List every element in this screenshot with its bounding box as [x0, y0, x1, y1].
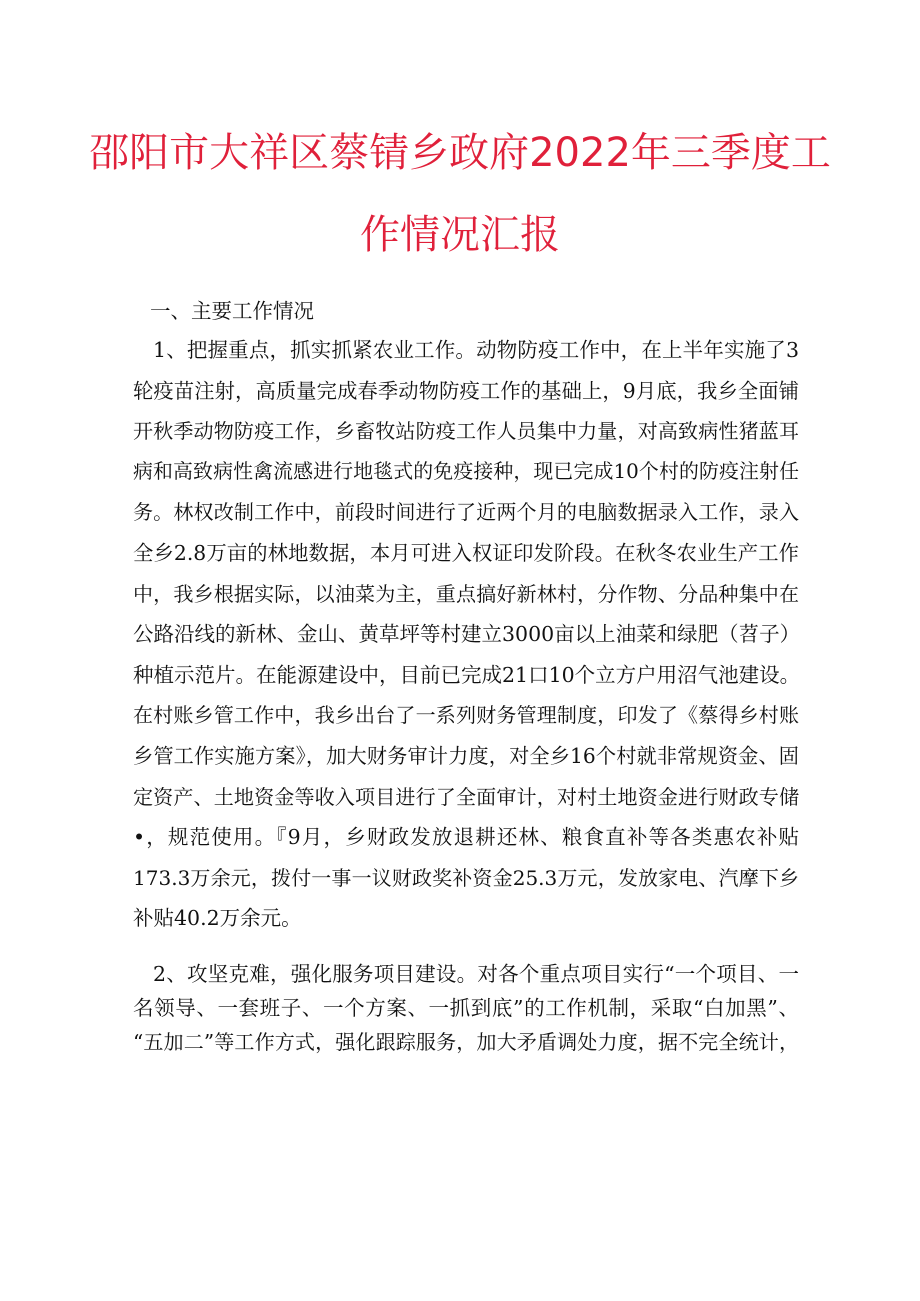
paragraph-line: 病和高致病性禽流感进行地毯式的免疫接种，现已完成10个村的防疫注射任 [133, 459, 799, 483]
paragraph-line: •，规范使用。『9月，乡财政发放退耕还林、粮食直补等各类惠农补贴 [133, 825, 799, 850]
paragraph-projects [133, 957, 799, 1059]
paragraph-line: 补贴40.2万余元。 [133, 906, 302, 931]
paragraph-line: 轮疫苗注射，高质量完成春季动物防疫工作的基础上，9月底，我乡全面铺 [133, 378, 799, 403]
paragraph-line: 务。林权改制工作中，前段时间进行了近两个月的电脑数据录入工作，录入 [133, 500, 799, 525]
document-body [133, 292, 799, 1059]
paragraph-line: 2、攻坚克难，强化服务项目建设。对各个重点项目实行“一个项目、一 [153, 961, 799, 986]
paragraph-line: 中，我乡根据实际，以油菜为主，重点搞好新林村，分作物、分品种集中在 [133, 581, 799, 606]
title-line-2: 作情况汇报 [360, 212, 560, 258]
section-heading: 一、主要工作情况 [150, 299, 314, 323]
paragraph-line: 公路沿线的新林、金山、黄草坪等村建立3000亩以上油菜和绿肥（苕子） [133, 622, 801, 647]
document-title [80, 112, 840, 276]
paragraph-line: 种植示范片。在能源建设中，目前已完成21口10个立方户用沼气池建设。 [133, 662, 801, 687]
paragraph-line: “五加二”等工作方式，强化跟踪服务，加大矛盾调处力度，据不完全统计， [133, 1029, 799, 1054]
paragraph-line: 1、把握重点，抓实抓紧农业工作。动物防疫工作中，在上半年实施了3 [153, 338, 799, 362]
paragraph-line: 乡管工作实施方案》，加大财务审计力度，对全乡16个村就非常规资金、固 [133, 743, 799, 768]
paragraph-agriculture [133, 330, 799, 939]
paragraph-line: 全乡2.8万亩的林地数据，本月可进入权证印发阶段。在秋冬农业生产工作 [133, 540, 799, 565]
paragraph-line: 在村账乡管工作中，我乡出台了一系列财务管理制度，印发了《蔡得乡村账 [133, 703, 799, 728]
paragraph-line: 173.3万余元，拨付一事一议财政奖补资金25.3万元，发放家电、汽摩下乡 [133, 865, 799, 890]
paragraph-line: 开秋季动物防疫工作，乡畜牧站防疫工作人员集中力量，对高致病性猪蓝耳 [133, 419, 799, 444]
title-line-1: 邵阳市大祥区蔡锖乡政府2022年三季度工 [89, 130, 831, 176]
paragraph-line: 名领导、一套班子、一个方案、一抓到底”的工作机制，采取“白加黑”、 [133, 995, 799, 1020]
paragraph-line: 定资产、土地资金等收入项目进行了全面审计，对村土地资金进行财政专储 [133, 784, 799, 809]
